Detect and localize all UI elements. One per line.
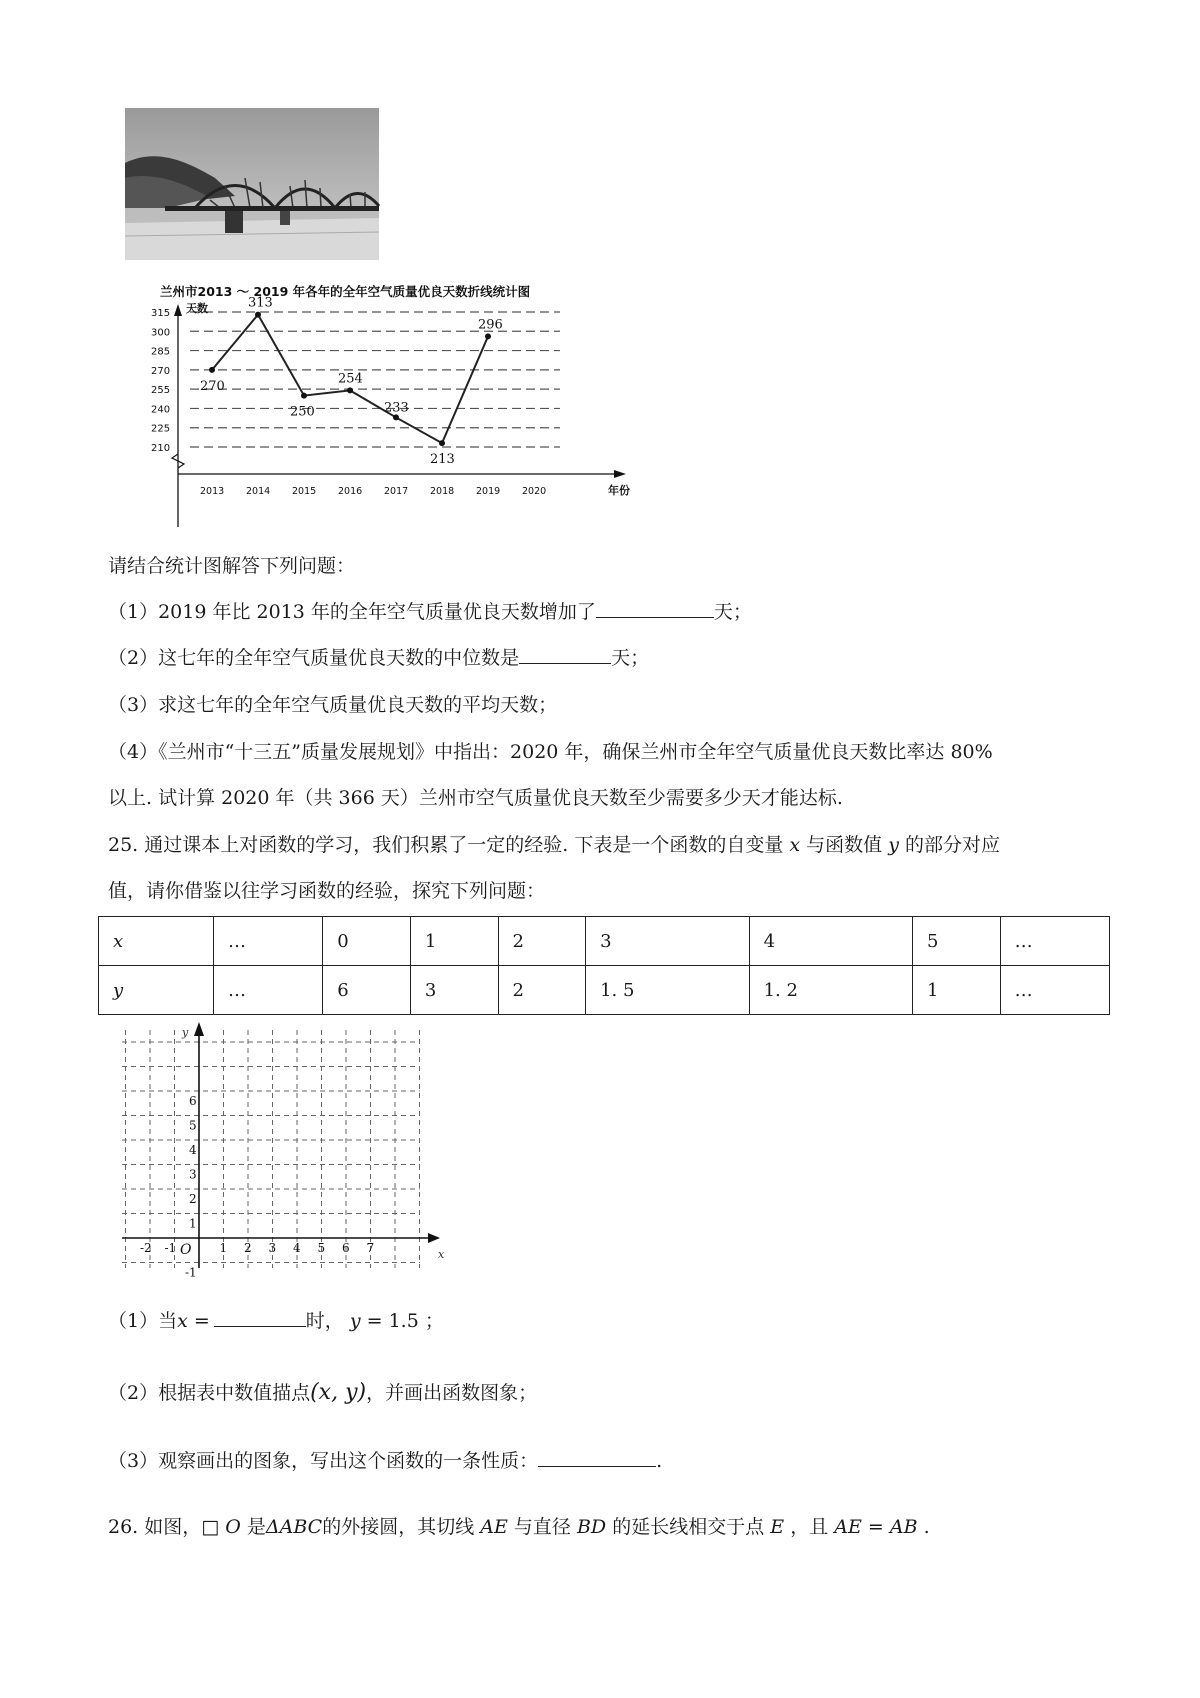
q25-part2 — [108, 1378, 537, 1405]
data-label: 313 — [248, 295, 273, 311]
q25-part2-point: (x, y) — [310, 1380, 367, 1405]
q25-answer-blank-3[interactable] — [538, 1465, 656, 1467]
q25-part2-a: （2）根据表中数值描点 — [108, 1382, 311, 1404]
x-tick-labels — [200, 486, 546, 497]
bridge-photo — [125, 108, 379, 260]
q24-part4-line1: （4）《兰州市“十三五”质量发展规划》中指出：2020 年，确保兰州市全年空气质量优良天数比率达 80% — [108, 741, 993, 763]
q25-stem-b: 与函数值 — [806, 834, 883, 856]
q24-part3: （3）求这七年的全年空气质量优良天数的平均天数； — [108, 694, 558, 716]
y-axis-label: 天数 — [186, 302, 208, 315]
grid-y-tick-label: 1 — [189, 1216, 197, 1231]
table-row-y — [99, 966, 1110, 1015]
y-tick-label: 315 — [151, 308, 171, 319]
table-cell: 1. 2 — [749, 966, 912, 1015]
table-cell: … — [214, 917, 323, 966]
y-tick-label: 300 — [151, 327, 171, 339]
q25-part1-d: ； — [424, 1310, 444, 1332]
q24-part1 — [108, 597, 752, 624]
q24-part2 — [108, 643, 649, 670]
table-header-x: x — [99, 917, 214, 966]
var-y: y — [888, 834, 899, 856]
q26-BD: BD — [576, 1516, 607, 1538]
y-tick-label: 225 — [151, 423, 171, 435]
q25-part1-c: = 1.5 — [366, 1310, 419, 1332]
grid-y-arrow — [194, 1022, 204, 1036]
q26-d: 与直径 — [513, 1516, 571, 1538]
q24-answer-blank-2[interactable] — [519, 662, 611, 664]
q24-part2-text: （2）这七年的全年空气质量优良天数的中位数是 — [108, 647, 520, 669]
grid-y-tick-label: 3 — [189, 1167, 197, 1182]
q24-intro: 请结合统计图解答下列问题： — [108, 555, 356, 577]
q24-part1-unit: 天； — [713, 601, 752, 623]
q25-part1-a: （1）当 — [108, 1310, 178, 1332]
grid-x-tick-label: -1 — [164, 1241, 177, 1255]
q25-part2-b: ，并画出函数图象； — [366, 1382, 538, 1404]
table-row-x — [99, 917, 1110, 966]
x-tick-label: 2014 — [246, 486, 271, 497]
data-label: 250 — [290, 404, 315, 420]
grid-axis-y-label: y — [182, 1026, 189, 1039]
grid-x-tick-label: 4 — [293, 1241, 301, 1255]
q26-f: ，且 — [790, 1516, 829, 1538]
table-cell: 1 — [410, 917, 498, 966]
q26-equation: AE = AB — [834, 1516, 918, 1538]
q25-part1-b: 时， — [305, 1310, 344, 1332]
q25-stem-a: 25. 通过课本上对函数的学习，我们积累了一定的经验. 下表是一个函数的自变量 — [108, 834, 784, 856]
table-cell: … — [1000, 966, 1109, 1015]
q25-part3-b: . — [656, 1450, 663, 1472]
y-tick-label: 210 — [151, 443, 171, 454]
circle-symbol-box: □ — [201, 1516, 220, 1538]
q25-part3-a: （3）观察画出的图象，写出这个函数的一条性质： — [108, 1450, 539, 1472]
data-point — [255, 312, 261, 318]
grid-y-tick-label: 5 — [189, 1118, 197, 1133]
table-header-y: y — [99, 966, 214, 1015]
q26-a: 26. 如图， — [108, 1516, 202, 1538]
data-point — [301, 393, 307, 399]
q25-part3 — [108, 1446, 662, 1473]
q24-part4-line2: 以上. 试计算 2020 年（共 366 天）兰州市空气质量优良天数至少需要多少天才能达标. — [108, 787, 843, 809]
x-tick-label: 2013 — [200, 486, 225, 497]
table-cell: 0 — [323, 917, 411, 966]
q24-part2-unit: 天； — [611, 647, 650, 669]
q26-b: 是 — [246, 1516, 266, 1538]
table-cell: … — [1000, 917, 1109, 966]
grid-y-tick-label: 2 — [189, 1192, 197, 1206]
data-point — [209, 367, 215, 373]
q26-e: 的延长线相交于点 — [612, 1516, 765, 1538]
data-point — [347, 387, 353, 393]
q25-stem-line2: 值，请你借鉴以往学习函数的经验，探究下列问题： — [108, 880, 546, 902]
data-point — [439, 440, 445, 446]
table-cell: 2 — [498, 966, 586, 1015]
q26-g: . — [923, 1516, 930, 1538]
q26-stem — [108, 1512, 930, 1539]
y-axis-arrow — [174, 304, 182, 316]
grid-x-ticks — [140, 1241, 374, 1255]
data-label: 233 — [384, 400, 409, 416]
q25-part1-eq: = — [193, 1310, 210, 1332]
grid-y-tick-label: -1 — [185, 1265, 197, 1280]
grid-x-tick-label: -2 — [140, 1241, 152, 1255]
y-tick-label: 270 — [151, 365, 171, 377]
data-label: 213 — [430, 452, 455, 468]
grid-x-arrow — [428, 1233, 440, 1243]
q25-stem-c: 的部分对应 — [905, 834, 1001, 856]
q25-stem-line1 — [108, 830, 1000, 857]
grid-origin: O — [180, 1242, 192, 1258]
table-cell: 3 — [410, 966, 498, 1015]
table-cell: 4 — [749, 917, 912, 966]
y-tick-label: 255 — [151, 385, 171, 397]
chart-title: 兰州市2013 ～ 2019 年各年的全年空气质量优良天数折线统计图 — [160, 284, 531, 299]
table-cell: 1 — [913, 966, 1001, 1015]
x-axis-arrow — [614, 470, 626, 478]
x-tick-label: 2018 — [430, 486, 455, 497]
x-tick-label: 2019 — [476, 486, 501, 497]
q24-answer-blank-1[interactable] — [596, 616, 714, 618]
chart-grid — [190, 312, 560, 447]
q26-O: O — [225, 1516, 241, 1538]
grid-x-tick-label: 1 — [219, 1241, 228, 1255]
x-tick-label: 2017 — [384, 486, 409, 497]
q25-answer-blank-1[interactable] — [214, 1325, 306, 1327]
table-cell: 3 — [586, 917, 749, 966]
q26-triangle: ΔABC — [265, 1516, 323, 1538]
x-axis-label: 年份 — [608, 484, 630, 497]
grid-lines — [122, 1030, 420, 1268]
y-tick-label: 240 — [151, 404, 171, 416]
table-cell: 5 — [913, 917, 1001, 966]
q26-c: 的外接圆，其切线 — [322, 1516, 475, 1538]
coordinate-grid — [120, 1018, 450, 1280]
x-tick-label: 2015 — [292, 486, 317, 497]
q26-AE: AE — [480, 1516, 508, 1538]
grid-y-tick-label: 6 — [189, 1094, 197, 1108]
grid-x-tick-label: 6 — [342, 1241, 350, 1255]
q26-E: E — [770, 1516, 785, 1538]
grid-x-tick-label: 7 — [366, 1241, 375, 1255]
table-cell: 6 — [323, 966, 411, 1015]
q25-part1 — [108, 1306, 444, 1333]
data-label: 270 — [200, 378, 225, 394]
y-tick-labels — [151, 308, 170, 454]
grid-x-tick-label: 5 — [317, 1241, 326, 1255]
x-tick-label: 2020 — [522, 486, 547, 497]
data-point — [485, 333, 491, 339]
table-cell: … — [214, 966, 323, 1015]
q24-part1-text: （1）2019 年比 2013 年的全年空气质量优良天数增加了 — [108, 601, 596, 623]
grid-x-tick-label: 3 — [268, 1241, 277, 1255]
air-quality-line-chart — [150, 282, 640, 534]
grid-y-tick-label: 4 — [189, 1143, 197, 1157]
q25-part1-y: y — [349, 1310, 361, 1332]
data-label: 296 — [478, 317, 503, 333]
grid-axis-x-label: x — [438, 1248, 445, 1261]
var-x: x — [789, 834, 801, 856]
y-tick-label: 285 — [151, 346, 171, 358]
table-cell: 1. 5 — [586, 966, 749, 1015]
table-cell: 2 — [498, 917, 586, 966]
data-label: 254 — [338, 371, 363, 387]
grid-x-tick-label: 2 — [244, 1241, 252, 1255]
q25-part1-x: x — [177, 1310, 188, 1332]
x-tick-label: 2016 — [338, 486, 363, 497]
data-labels — [200, 296, 503, 468]
values-table — [98, 916, 1110, 1015]
